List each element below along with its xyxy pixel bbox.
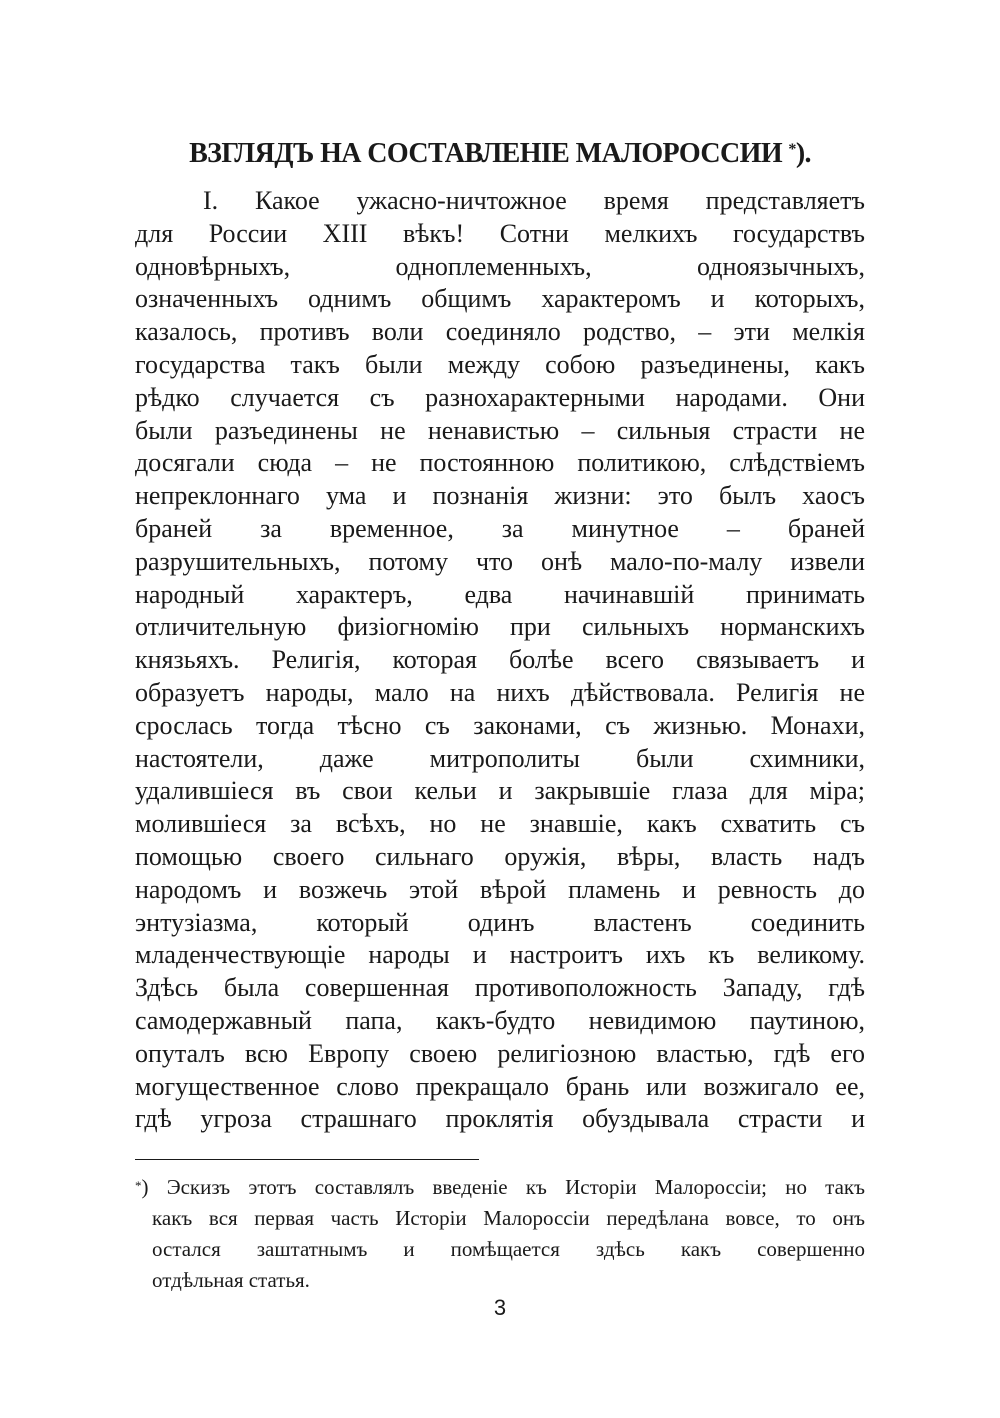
footnote (135, 1172, 865, 1296)
body-line: I. Какое ужасно-ничтожное время представляетъ (203, 186, 865, 215)
chapter-title (135, 136, 865, 172)
footnote-separator (135, 1159, 479, 1160)
body-line: срослась тогда тѣсно съ законами, съ жизнью. Монахи, (135, 710, 865, 740)
body-line: одновѣрныхъ, одноплеменныхъ, одноязычныхъ, (135, 251, 865, 281)
chapter-title-suffix: ). (795, 138, 811, 169)
body-line: означенныхъ однимъ общимъ характеромъ и которыхъ, (135, 284, 865, 314)
footnote-line: отдѣльная статья. (152, 1268, 310, 1292)
body-line: казалось, противъ воли соединяло родство, – эти мелкія (135, 317, 865, 347)
body-line: народомъ и возжечь этой вѣрой пламень и ревность до (135, 874, 865, 904)
body-line: могущественное слово прекращало брань или возжигало ее, (135, 1071, 865, 1101)
body-line: непреклоннаго ума и познанія жизни: это былъ хаосъ (135, 481, 865, 511)
body-line: образуетъ народы, мало на нихъ дѣйствовала. Религія не (135, 677, 865, 707)
footnote-mark: * (135, 1178, 142, 1193)
footnote-line: остался заштатнымъ и помѣщается здѣсь какъ совершенно (152, 1237, 865, 1261)
body-line: опуталъ всю Европу своею религіозною властью, гдѣ его (135, 1038, 865, 1068)
chapter-title-text: ВЗГЛЯДЪ НА СОСТАВЛЕНІЕ МАЛОРОССИИ (189, 138, 782, 169)
body-line: для России XIII вѣкъ! Сотни мелкихъ государствъ (135, 218, 865, 248)
page-number: 3 (493, 1295, 507, 1320)
body-line: были разъединены не ненавистью – сильныя страсти не (135, 415, 865, 445)
body-line: энтузіазма, который одинъ властенъ соединить (135, 907, 865, 937)
body-line: молившіеся за всѣхъ, но не знавшіе, какъ схватить съ (135, 809, 865, 839)
footnote-line-text: ) Эскизъ этотъ составлялъ введеніе къ Исторіи Малороссіи; но такъ (141, 1175, 865, 1199)
body-line: князьяхъ. Религія, которая болѣе всего связываетъ и (135, 645, 865, 675)
body-line: браней за временное, за минутное – браней (135, 513, 865, 543)
body-line: удалившіеся въ свои кельи и закрывшіе глаза для міра; (135, 776, 865, 806)
body-text (135, 185, 865, 1136)
body-line: настоятели, даже митрополиты были схимники, (135, 743, 865, 773)
footnote-line (135, 1172, 865, 1203)
body-line: разрушительныхъ, потому что онѣ мало-по-малу извели (135, 546, 865, 576)
body-line: народный характеръ, едва начинавшій принимать (135, 579, 865, 609)
body-line: государства такъ были между собою разъединены, какъ (135, 349, 865, 379)
body-line: младенчествующіе народы и настроитъ ихъ къ великому. (135, 940, 865, 970)
body-line: гдѣ угроза страшнаго проклятія обуздывала страсти и (135, 1104, 865, 1134)
body-line: помощью своего сильнаго оружія, вѣры, власть надъ (135, 841, 865, 871)
body-line: рѣдко случается съ разнохарактерными народами. Они (135, 382, 865, 412)
body-line: досягали сюда – не постоянною политикою, слѣдствіемъ (135, 448, 865, 478)
body-line: Здѣсь была совершенная противоположность Западу, гдѣ (135, 973, 865, 1003)
body-line: самодержавный папа, какъ-будто невидимою паутиною, (135, 1005, 865, 1035)
footnote-line: какъ вся первая часть Исторіи Малороссіи передѣлана вовсе, то онъ (152, 1206, 865, 1230)
body-line: отличительную физіогномію при сильныхъ норманскихъ (135, 612, 865, 642)
title-footnote-mark: * (788, 141, 796, 158)
